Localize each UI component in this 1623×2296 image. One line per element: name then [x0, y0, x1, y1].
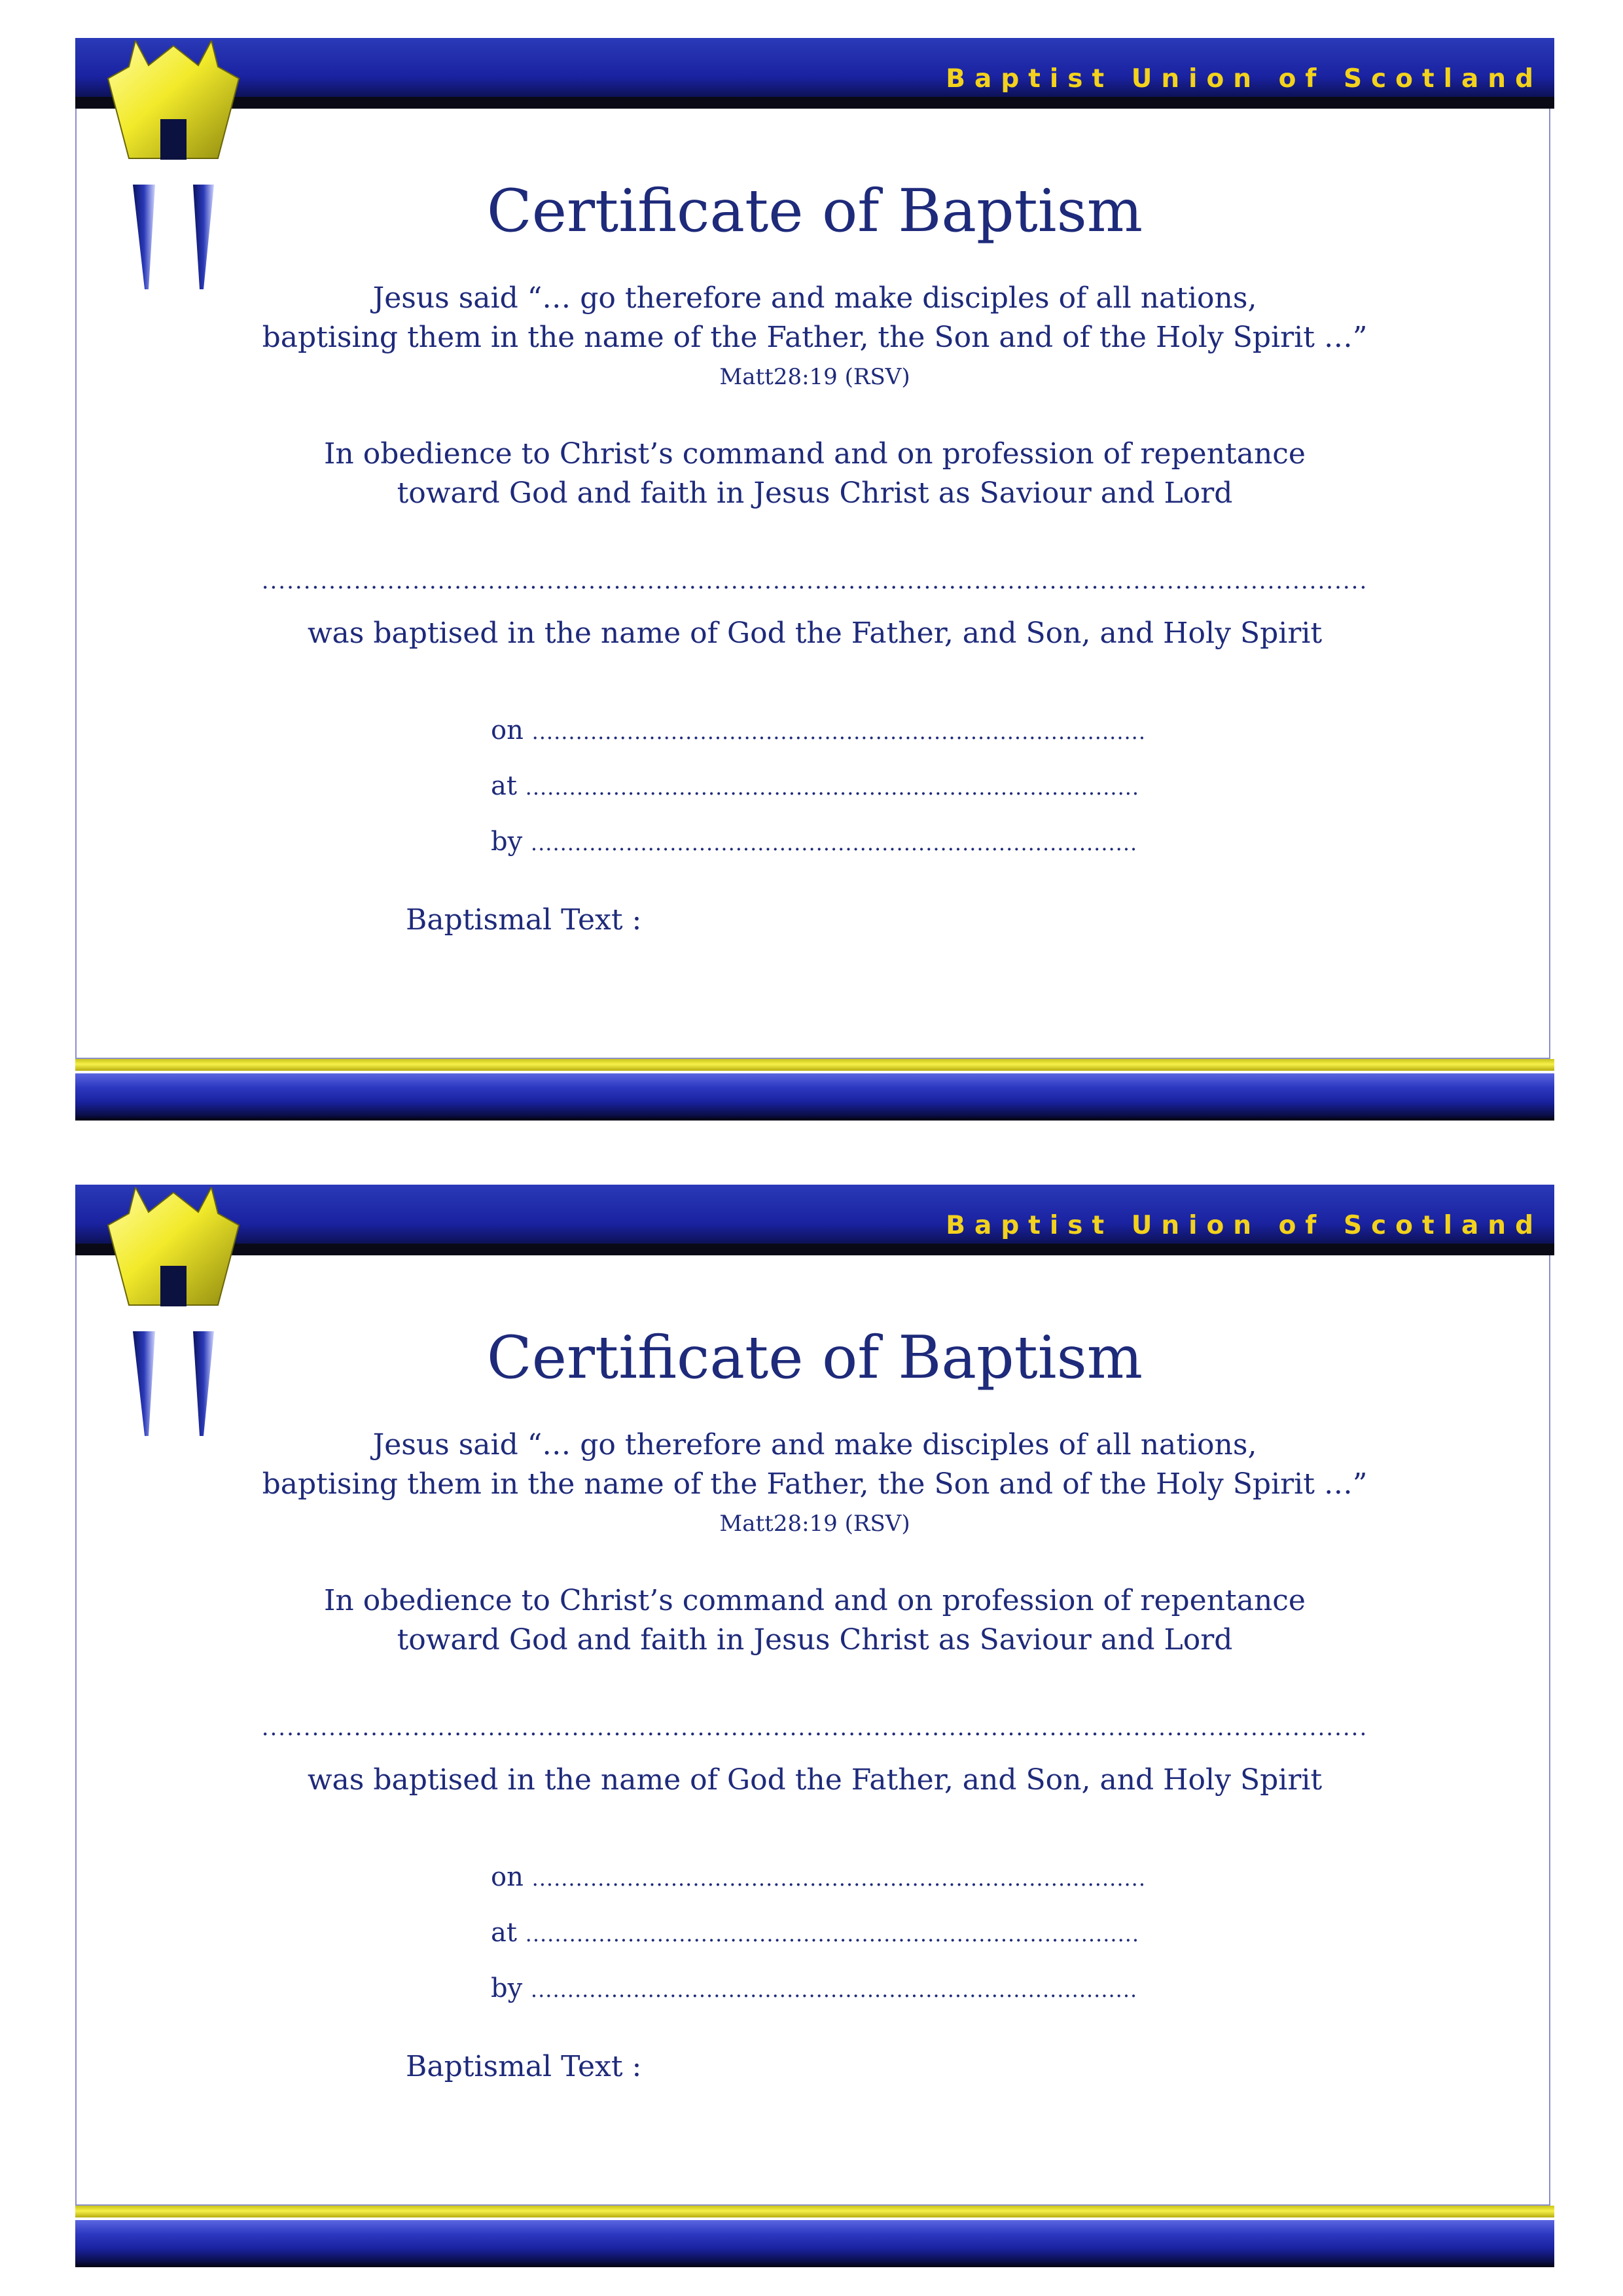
name-field: ....................................................................................................................................: [261, 568, 1368, 594]
crown-cross-icon: [101, 41, 245, 289]
date-field: [491, 712, 1146, 750]
certificate-title: Certificate of Baptism: [486, 177, 1143, 245]
baptised-statement: was baptised in the name of God the Father, and Son, and Holy Spirit: [307, 617, 1323, 650]
organization-name: Baptist Union of Scotland: [946, 1211, 1543, 1240]
location-label: at: [491, 771, 517, 801]
location-label: at: [491, 1918, 517, 1948]
verse-line-2: baptising them in the name of the Father, the Son and of the Holy Spirit …”: [262, 321, 1368, 354]
obedience-line-1: In obedience to Christ’s command and on profession of repentance: [324, 437, 1306, 471]
date-label: on: [491, 1862, 524, 1892]
officiant-value: ...................................................................................: [530, 1977, 1138, 2002]
location-value: ....................................................................................: [525, 775, 1140, 800]
certificate-2: [75, 1185, 1554, 2271]
verse-line-1: Jesus said “… go therefore and make disciples of all nations,: [372, 1428, 1257, 1462]
footer-blue-stripe: [75, 2220, 1554, 2267]
obedience-line-1: In obedience to Christ’s command and on profession of repentance: [324, 1584, 1306, 1617]
baptised-statement: was baptised in the name of God the Father, and Son, and Holy Spirit: [307, 1763, 1323, 1797]
footer-band: [75, 1059, 1554, 1124]
verse-reference: Matt28:19 (RSV): [719, 1511, 910, 1537]
header-band: [75, 1185, 1554, 1255]
obedience-statement: [75, 1581, 1554, 1660]
location-value: ....................................................................................: [525, 1922, 1140, 1946]
officiant-field: [491, 1970, 1137, 2008]
date-label: on: [491, 715, 524, 745]
crown-cross-icon: [101, 1187, 245, 1436]
officiant-label: by: [491, 827, 523, 857]
footer-blue-stripe: [75, 1073, 1554, 1121]
verse-reference: Matt28:19 (RSV): [719, 364, 910, 390]
location-field: [491, 768, 1139, 806]
officiant-field: [491, 823, 1137, 861]
location-field: [491, 1914, 1139, 1952]
officiant-value: ...................................................................................: [530, 831, 1138, 855]
baptismal-text-label: Baptismal Text :: [406, 903, 642, 937]
officiant-label: by: [491, 1973, 523, 2003]
header-band: [75, 38, 1554, 109]
obedience-line-2: toward God and faith in Jesus Christ as Saviour and Lord: [397, 476, 1233, 510]
scripture-verse: [75, 279, 1554, 357]
date-value: ....................................................................................: [531, 719, 1146, 744]
scripture-verse: [75, 1426, 1554, 1504]
organization-name: Baptist Union of Scotland: [946, 64, 1543, 94]
date-field: [491, 1859, 1146, 1897]
date-value: ....................................................................................: [531, 1866, 1146, 1891]
certificate-title: Certificate of Baptism: [486, 1323, 1143, 1392]
obedience-line-2: toward God and faith in Jesus Christ as Saviour and Lord: [397, 1623, 1233, 1657]
footer-yellow-stripe: [75, 1059, 1554, 1071]
certificate-1: [75, 38, 1554, 1124]
verse-line-1: Jesus said “… go therefore and make disciples of all nations,: [372, 281, 1257, 315]
footer-band: [75, 2206, 1554, 2271]
baptismal-text-label: Baptismal Text :: [406, 2050, 642, 2083]
obedience-statement: [75, 435, 1554, 513]
verse-line-2: baptising them in the name of the Father, the Son and of the Holy Spirit …”: [262, 1467, 1368, 1501]
name-field: ....................................................................................................................................: [261, 1715, 1368, 1741]
footer-yellow-stripe: [75, 2206, 1554, 2217]
